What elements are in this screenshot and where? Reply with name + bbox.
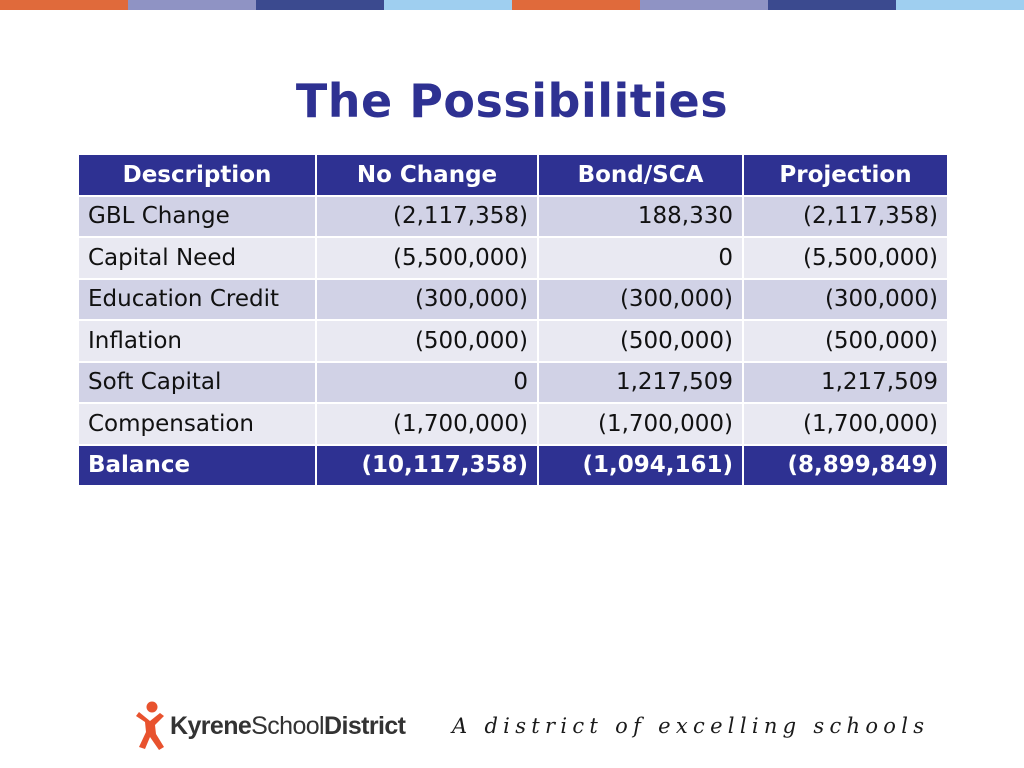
balance-bond-sca: (1,094,161) bbox=[538, 445, 743, 487]
accent-bar-segment bbox=[0, 0, 128, 10]
row-bond-sca-value: (1,700,000) bbox=[538, 403, 743, 445]
kyrene-school-district-logo bbox=[136, 700, 405, 752]
logo-kyrene: Kyrene bbox=[170, 711, 252, 740]
row-bond-sca-value: (300,000) bbox=[538, 279, 743, 321]
possibilities-table bbox=[77, 153, 949, 487]
kyrene-figure-icon bbox=[136, 700, 166, 752]
footer-tagline: A district of excelling schools bbox=[452, 714, 930, 738]
table-row bbox=[78, 196, 948, 238]
header-projection: Projection bbox=[743, 154, 948, 196]
balance-no-change: (10,117,358) bbox=[316, 445, 538, 487]
row-projection-value: (300,000) bbox=[743, 279, 948, 321]
table-row bbox=[78, 362, 948, 404]
row-no-change-value: (1,700,000) bbox=[316, 403, 538, 445]
table-row bbox=[78, 279, 948, 321]
row-description: Capital Need bbox=[78, 237, 316, 279]
row-bond-sca-value: (500,000) bbox=[538, 320, 743, 362]
logo-school: School bbox=[251, 711, 325, 740]
accent-bar-segment bbox=[640, 0, 768, 10]
row-description: Education Credit bbox=[78, 279, 316, 321]
row-no-change-value: (5,500,000) bbox=[316, 237, 538, 279]
accent-bar-segment bbox=[128, 0, 256, 10]
table-row bbox=[78, 403, 948, 445]
balance-total-row bbox=[78, 445, 948, 487]
row-description: GBL Change bbox=[78, 196, 316, 238]
balance-projection: (8,899,849) bbox=[743, 445, 948, 487]
accent-bar-segment bbox=[512, 0, 640, 10]
accent-bar-segment bbox=[768, 0, 896, 10]
row-no-change-value: (2,117,358) bbox=[316, 196, 538, 238]
row-projection-value: (5,500,000) bbox=[743, 237, 948, 279]
row-description: Compensation bbox=[78, 403, 316, 445]
slide-title: The Possibilities bbox=[295, 74, 729, 128]
header-description: Description bbox=[78, 154, 316, 196]
row-bond-sca-value: 188,330 bbox=[538, 196, 743, 238]
accent-bar-segment bbox=[256, 0, 384, 10]
accent-bar-segment bbox=[896, 0, 1024, 10]
row-no-change-value: 0 bbox=[316, 362, 538, 404]
logo-wordmark bbox=[170, 712, 405, 741]
row-description: Inflation bbox=[78, 320, 316, 362]
top-accent-bar bbox=[0, 0, 1024, 10]
header-bond-sca: Bond/SCA bbox=[538, 154, 743, 196]
row-projection-value: (500,000) bbox=[743, 320, 948, 362]
table-row bbox=[78, 237, 948, 279]
row-projection-value: (1,700,000) bbox=[743, 403, 948, 445]
row-no-change-value: (500,000) bbox=[316, 320, 538, 362]
row-no-change-value: (300,000) bbox=[316, 279, 538, 321]
table-row bbox=[78, 320, 948, 362]
row-projection-value: 1,217,509 bbox=[743, 362, 948, 404]
header-no-change: No Change bbox=[316, 154, 538, 196]
row-bond-sca-value: 1,217,509 bbox=[538, 362, 743, 404]
balance-label: Balance bbox=[78, 445, 316, 487]
row-projection-value: (2,117,358) bbox=[743, 196, 948, 238]
row-bond-sca-value: 0 bbox=[538, 237, 743, 279]
logo-district: District bbox=[324, 711, 406, 740]
row-description: Soft Capital bbox=[78, 362, 316, 404]
accent-bar-segment bbox=[384, 0, 512, 10]
table-header-row bbox=[78, 154, 948, 196]
